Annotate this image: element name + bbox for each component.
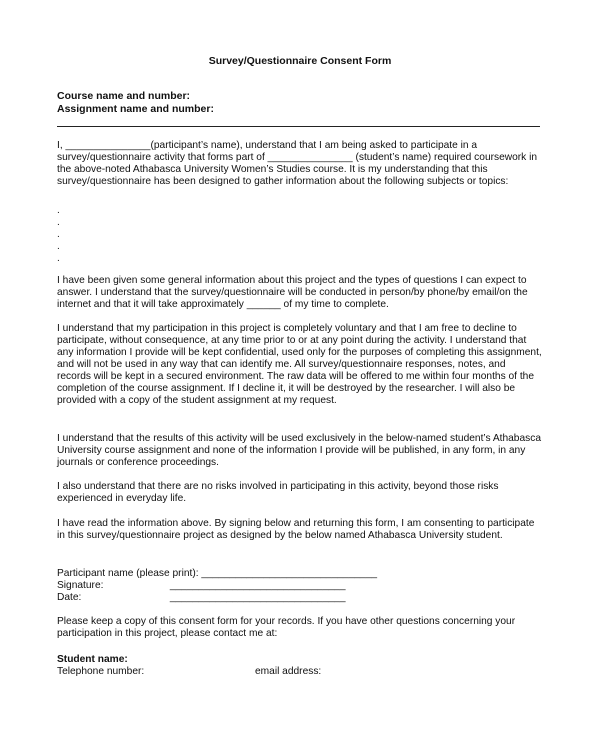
topics-list (57, 205, 60, 265)
course-label: Course name and number: (57, 90, 191, 102)
form-title: Survey/Questionnaire Consent Form (208, 55, 392, 67)
header-divider (57, 126, 540, 127)
date-field[interactable]: _______________________________ (169, 592, 346, 603)
topic-bullet: . (57, 253, 60, 264)
participant-name-field[interactable]: _______________________________ (201, 568, 378, 579)
participant-name-label: Participant name (please print): (57, 568, 199, 579)
consent-paragraph: I have read the information above. By signing below and returning this form, I am consenting to participate in this survey/questionnaire project as designed by the below named Athabasca University student. (57, 518, 535, 541)
topic-bullet: . (57, 217, 60, 228)
signature-field[interactable]: _______________________________ (169, 580, 346, 591)
email-label: email address: (255, 666, 322, 677)
date-label: Date: (57, 592, 82, 603)
student-name-label: Student name: (57, 654, 128, 665)
signature-label: Signature: (57, 580, 104, 591)
topic-bullet: . (57, 205, 60, 216)
keep-copy-paragraph: Please keep a copy of this consent form for your records. If you have other questions concerning your participation in this project, please contact me at: (57, 616, 516, 639)
assignment-label: Assignment name and number: (57, 103, 214, 115)
results-paragraph: I understand that the results of this activity will be used exclusively in the below-named student’s Athabasca University course assignment and none of the information I provide will be published, in any form, in any journals or conference proceedings. (57, 433, 541, 468)
date-row (57, 592, 345, 604)
telephone-label: Telephone number: (57, 666, 145, 677)
topic-bullet: . (57, 229, 60, 240)
risks-paragraph: I also understand that there are no risks involved in participating in this activity, beyond those risks experienced in everyday life. (57, 481, 499, 504)
general-info-paragraph: I have been given some general information about this project and the types of questions I can expect to answer. I understand that the survey/questionnaire will be conducted in person/by phone/by email/on the internet and that it will take approximately ______ of my time to complete. (57, 275, 528, 310)
participant-name-row (57, 568, 377, 580)
signature-row (57, 580, 345, 592)
voluntary-paragraph: I understand that my participation in this project is completely voluntary and that I am free to decline to participate, without consequence, at any time prior to or at any point during the activity. I understand that any information I provide will be kept confidential, used only for the purposes of completing this assignment, and will not be used in any way that can identify me. All survey/questionnaire responses, notes, and records will be kept in a secured environment. The raw data will be offered to me within four months of the completion of the course assignment. If I decline it, it will be destroyed by the researcher. I will also be provided with a copy of the student assignment at my request. (57, 323, 542, 406)
intro-paragraph: I, _______________(participant’s name), understand that I am being asked to participate in a survey/questionnaire activity that forms part of _______________ (student’s name) required coursework in the above-noted Athabasca University Women’s Studies course. It is my understanding that this survey/questionnaire has been designed to gather information about the following subjects or topics: (57, 140, 538, 187)
topic-bullet: . (57, 241, 60, 252)
